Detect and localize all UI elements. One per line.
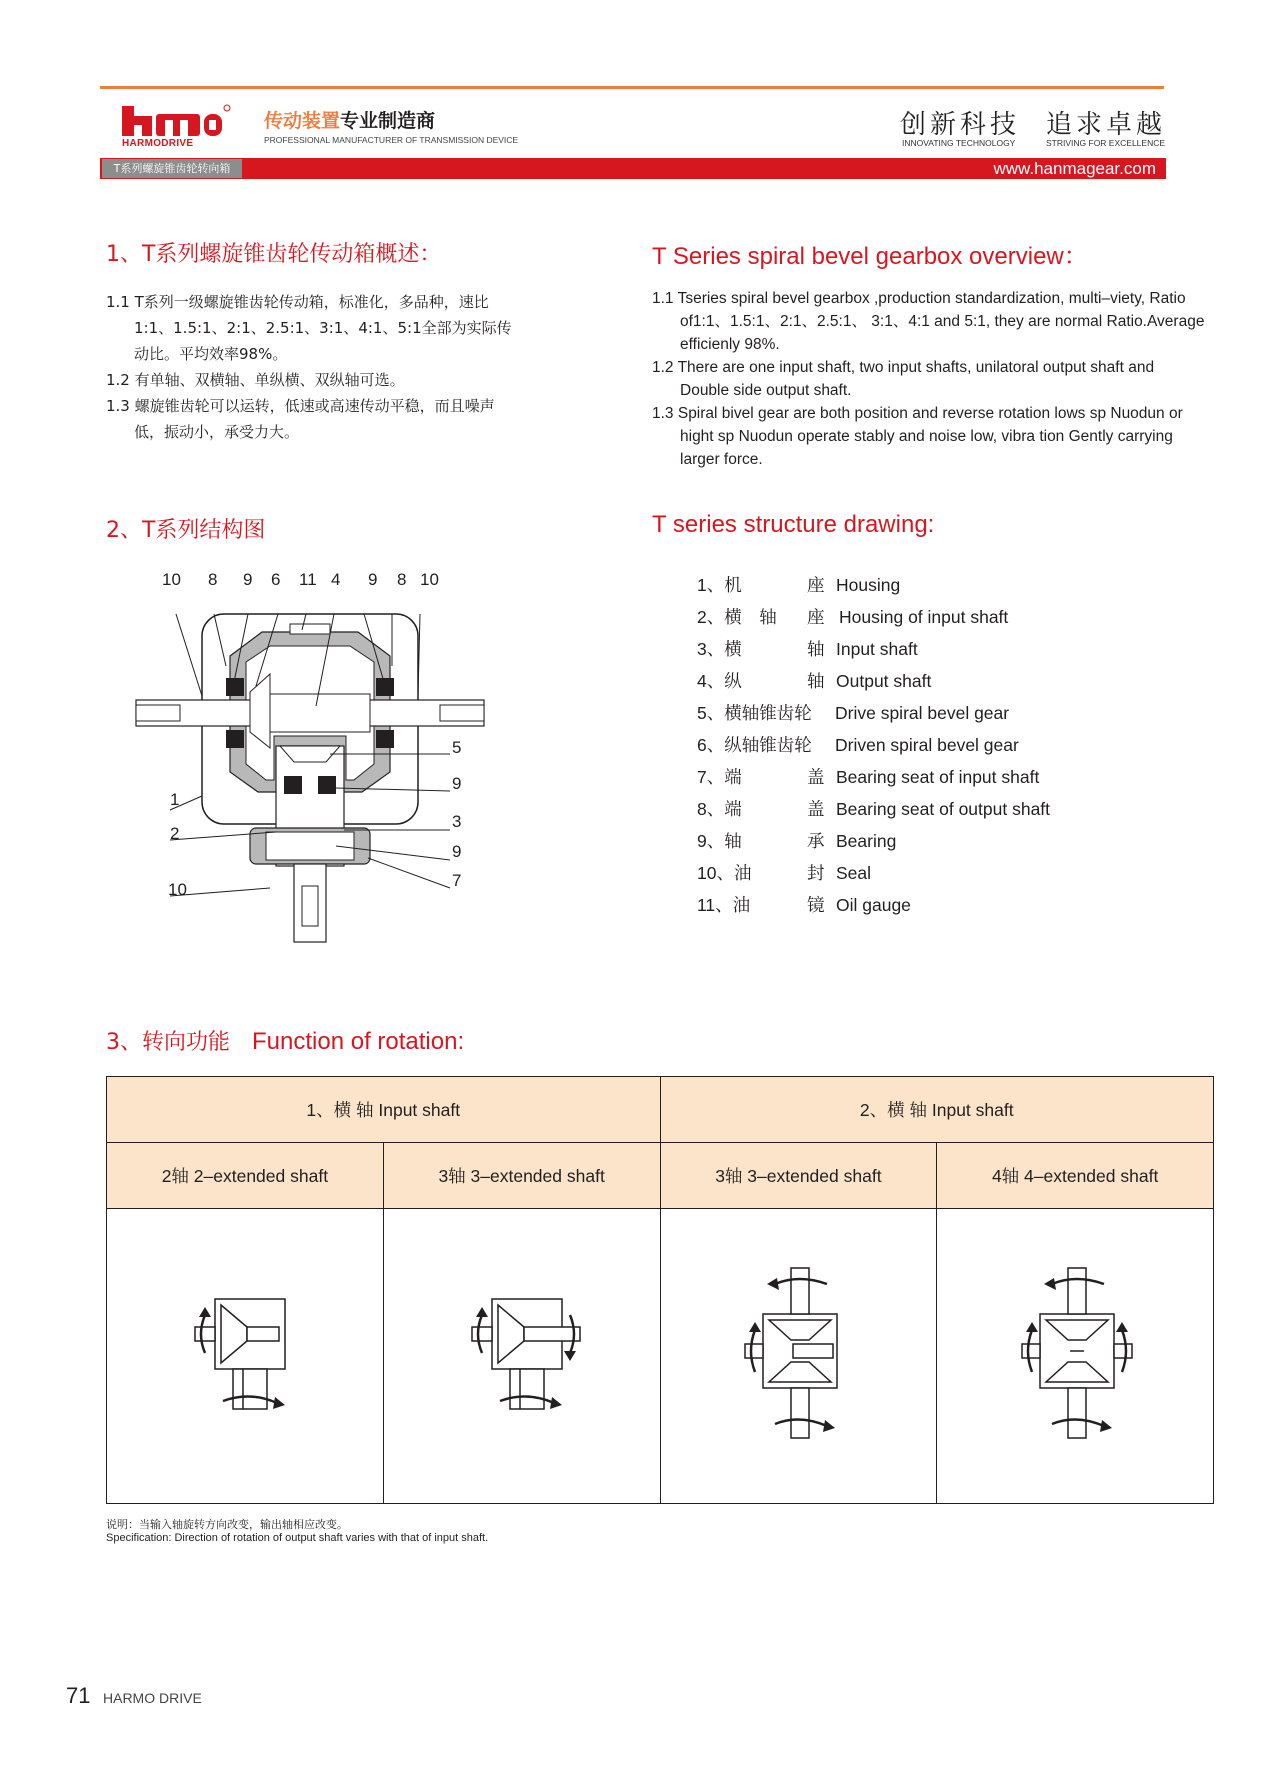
callout-label: 8 [208,570,218,589]
parts-row [697,825,1177,857]
callout-label: 10 [168,880,187,899]
parts-list [697,569,1177,921]
part-number: 3、横 [697,639,742,659]
slogan-orange-part: 传动装置 [264,110,341,132]
gearbox-structure-drawing [130,596,490,956]
part-number: 8、端 [697,799,742,819]
part-cn-char: 盖 [807,799,825,819]
structure-title-cn: 2、T系列结构图 [106,518,266,543]
overview-en-list [652,287,1207,471]
rotation-table [106,1076,1214,1504]
part-name-en: Input shaft [836,639,918,659]
overview-cn-list [106,289,516,445]
group-header-2: 2、横 轴 Input shaft [660,1077,1214,1143]
header-top-rule [100,86,1164,89]
part-cn-char: 盖 [807,767,825,787]
parts-row [697,761,1177,793]
rotation-diagram-3-shaft [462,1279,582,1429]
group-header-1: 1、横 轴 Input shaft [107,1077,661,1143]
structure-title-en: T series structure drawing: [652,511,935,538]
motto-innovating-en: INNOVATING TECHNOLOGY [902,138,1016,148]
overview-en-item: 1.2 There are one input shaft, two input shafts, unilatoral output shaft and Double side output shaft. [652,359,1155,399]
rotation-title [106,1025,464,1056]
diagram-cell [107,1209,384,1504]
part-name-en: Bearing seat of input shaft [836,767,1040,787]
callout-label: 3 [452,812,462,831]
motto-striving-cn: 追求卓越 [1046,110,1167,140]
overview-cn-item: 1.3 螺旋锥齿轮可以运转，低速或高速传动平稳，而且噪声低，振动小，承受力大。 [106,397,495,441]
part-number: 5、横轴锥齿轮 [697,703,812,723]
part-number: 6、纵轴锥齿轮 [697,735,812,755]
motto-striving-en: STRIVING FOR EXCELLENCE [1046,138,1166,148]
callout-label: 9 [452,842,462,861]
sub-header: 4轴 4–extended shaft [937,1143,1214,1209]
sub-header: 3轴 3–extended shaft [660,1143,937,1209]
overview-cn-item: 1.2 有单轴、双横轴、单纵横、双纵轴可选。 [106,371,405,389]
part-name-en: Bearing seat of output shaft [836,799,1051,819]
parts-row [697,665,1177,697]
callout-label: 8 [397,570,407,589]
rotation-diagram-3-shaft-input [733,1254,863,1454]
diagram-cell [937,1209,1214,1504]
rotation-title-en: Function of rotation: [252,1028,465,1055]
part-number: 2、横 轴 [697,607,777,627]
overview-title-en: T Series spiral bevel gearbox overview： [652,243,1088,270]
part-cn-char: 承 [807,831,825,851]
callout-label: 7 [452,871,462,890]
part-cn-char: 座 [807,607,825,627]
sub-header: 3轴 3–extended shaft [383,1143,660,1209]
overview-en-item: 1.1 Tseries spiral bevel gearbox ,production standardization, multi–viety, Ratio of1:1、1.5:1、2:1、2.5:1、 3:1、4:1 and 5:1, they are normal Ratio.Average efficienly 98%. [652,290,1205,353]
part-number: 7、端 [697,767,742,787]
part-number: 1、机 [697,575,742,595]
diagram-cell [660,1209,937,1504]
parts-row [697,793,1177,825]
rotation-title-cn: 3、转向功能 [106,1030,230,1055]
part-number: 11、油 [697,895,751,915]
overview-title-cn: 1、T系列螺旋锥齿轮传动箱概述： [106,242,442,267]
parts-row [697,697,1177,729]
part-name-en: Bearing [836,831,897,851]
part-cn-char: 座 [807,575,825,595]
rotation-diagram-2-shaft [185,1279,305,1429]
company-slogan-cn [264,106,435,133]
part-name-en: Drive spiral bevel gear [835,703,1010,723]
part-cn-char: 封 [807,863,825,883]
part-cn-char: 轴 [807,639,825,659]
part-cn-char: 镜 [807,895,825,915]
motto-innovating-cn: 创新科技 [900,110,1021,140]
callout-label: 5 [452,738,462,757]
diagram-cell [383,1209,660,1504]
callout-label: 9 [368,570,378,589]
rotation-group-header-row [107,1077,1214,1143]
rotation-diagram-row [107,1209,1214,1504]
parts-row [697,857,1177,889]
part-name-en: Oil gauge [836,895,911,915]
parts-row [697,569,1177,601]
callout-label: 2 [170,824,180,843]
overview-cn-item: 1.1 T系列一级螺旋锥齿轮传动箱，标准化，多品种，速比1:1、1.5:1、2:1、2.5:1、3:1、4:1、5:1全部为实际传动比。平均效率98%。 [106,293,512,363]
logo-subtext: HARMODRIVE [122,138,194,149]
parts-row [697,633,1177,665]
rotation-diagram-4-shaft [1010,1254,1140,1454]
callout-label: 4 [331,570,341,589]
callout-label: 6 [271,570,281,589]
company-slogan-en: PROFESSIONAL MANUFACTURER OF TRANSMISSION DEVICE [264,135,519,145]
part-number: 10、油 [697,863,752,883]
part-name-en: Seal [836,863,872,883]
rotation-sub-header-row [107,1143,1214,1209]
website-link[interactable]: www.hanmagear.com [993,159,1156,178]
parts-row [697,601,1177,633]
note-en: Specification: Direction of rotation of output shaft varies with that of input shaft. [106,1532,489,1544]
overview-en-item: 1.3 Spiral bivel gear are both position and reverse rotation lows sp Nuodun or hight sp Nuodun operate stably and noise low, vibra tion Gently carrying larger force. [652,405,1183,468]
part-name-en: Housing [836,575,901,595]
part-number: 4、纵 [697,671,742,691]
sub-header: 2轴 2–extended shaft [107,1143,384,1209]
slogan-black-part: 专业制造商 [340,110,436,132]
note-cn: 说明：当输入轴旋转方向改变，输出轴相应改变。 [106,1518,348,1531]
part-number: 9、轴 [697,831,742,851]
part-name-en: Driven spiral bevel gear [835,735,1019,755]
callout-label: 9 [452,774,462,793]
parts-row [697,729,1177,761]
part-cn-char: 轴 [807,671,825,691]
callout-label: 10 [420,570,439,589]
footer-brand: HARMO DRIVE [103,1690,202,1706]
series-tag: T系列螺旋锥齿轮转向箱 [102,159,242,178]
part-name-en: Housing of input shaft [839,607,1009,627]
part-name-en: Output shaft [836,671,932,691]
callout-label: 1 [170,790,180,809]
callout-label: 9 [243,570,253,589]
callout-label: 10 [162,570,181,589]
page-number: 71 [66,1683,91,1708]
callout-label: 11 [299,570,317,589]
parts-row [697,889,1177,921]
